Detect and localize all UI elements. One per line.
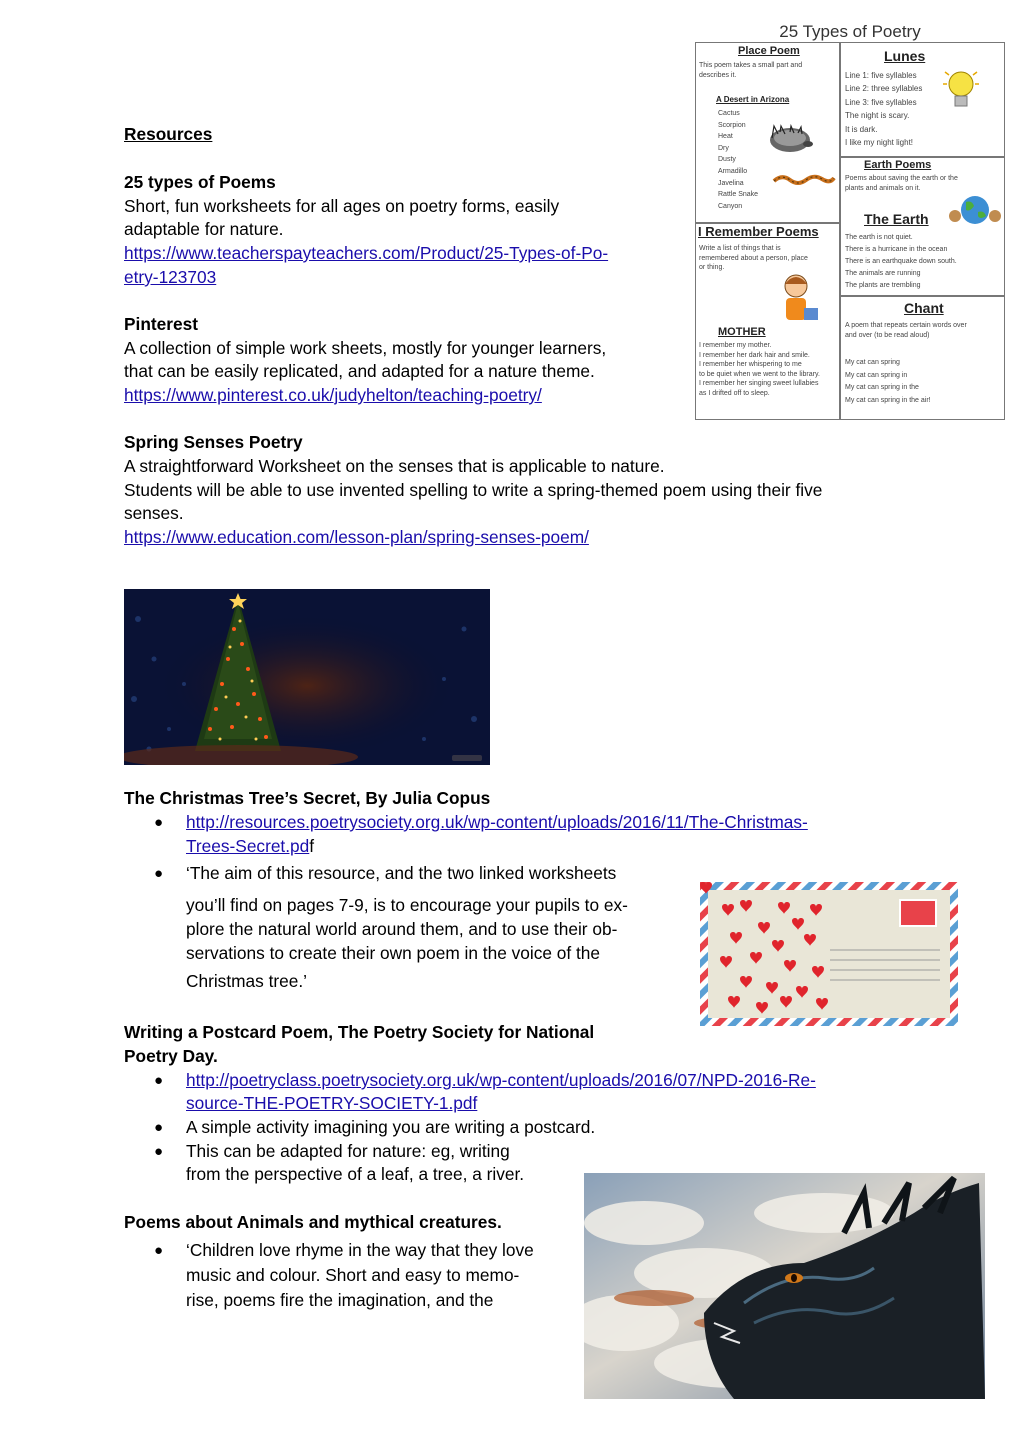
worksheet-heading: Lunes (884, 48, 926, 64)
link-npd-pdf-cont[interactable]: source-THE-POETRY-SOCIETY-1.pdf (186, 1093, 478, 1113)
worksheet-text: My cat can spring My cat can spring in My cat can spring in the My cat can spring in the air! (845, 359, 931, 404)
section-text: A straightforward Worksheet on the senses that is applicable to nature. (124, 456, 665, 476)
bullet-icon: ● (154, 1072, 164, 1089)
stray-letter: f (309, 836, 315, 856)
quote-text: music and colour. Short and easy to memo- (186, 1265, 520, 1285)
section-title-spring: Spring Senses Poetry (124, 432, 303, 452)
bullet-icon: ● (154, 1242, 164, 1259)
snake-icon (772, 172, 836, 186)
quote-text: servations to create their own poem in the voice of the (186, 943, 601, 963)
lightbulb-icon (942, 66, 980, 116)
section-text: adaptable for nature. (124, 219, 284, 239)
bullet-text: A simple activity imagining you are writing a postcard. (186, 1117, 596, 1137)
link-teacherspayteachers-cont[interactable]: etry-123703 (124, 267, 217, 287)
section-text: senses. (124, 503, 184, 523)
worksheet-text: Poems about saving the earth or the plants and animals on it. (845, 175, 958, 192)
section-text: Short, fun worksheets for all ages on poetry forms, easily (124, 196, 560, 216)
section-title-pinterest: Pinterest (124, 314, 198, 334)
worksheet-heading: Place Poem (738, 45, 800, 57)
worksheet-heading: A Desert in Arizona (716, 95, 790, 104)
section-title-christmas: The Christmas Tree’s Secret, By Julia Copus (124, 788, 491, 808)
worksheet-text: Cactus Scorpion Heat Dry Dusty Armadillo Javelina Rattle Snake Canyon (718, 110, 759, 210)
quote-text: Christmas tree.’ (186, 971, 307, 991)
poetry-types-worksheet-image (694, 10, 1006, 420)
section-title-25-types: 25 types of Poems (124, 172, 276, 192)
bullet-icon: ● (154, 865, 164, 882)
worksheet-title: 25 Types of Poetry (779, 22, 921, 41)
armadillo-icon (766, 120, 816, 156)
bullet-icon: ● (154, 1119, 164, 1136)
worksheet-heading: I Remember Poems (698, 224, 819, 239)
section-title-animals: Poems about Animals and mythical creatures. (124, 1212, 502, 1232)
section-text: that can be easily replicated, and adapted for a nature theme. (124, 361, 595, 381)
link-education[interactable]: https://www.education.com/lesson-plan/spring-senses-poem/ (124, 527, 589, 547)
quote-text: plore the natural world around them, and to use their ob- (186, 919, 618, 939)
christmas-tree-image (124, 589, 490, 765)
section-text: Students will be able to use invented spelling to write a spring-themed poem using their five (124, 480, 823, 500)
section-text: A collection of simple work sheets, mostly for younger learners, (124, 338, 607, 358)
worksheet-heading: The Earth (864, 211, 929, 227)
worksheet-heading: MOTHER (718, 326, 766, 338)
worksheet-divider (840, 156, 1004, 158)
worksheet-text: The earth is not quiet. There is a hurricane in the ocean There is an earthquake down south. The animals are running The plants are trembling (845, 234, 957, 289)
worksheet-text: This poem takes a small part and describes it. (699, 62, 803, 79)
page-heading: Resources (124, 124, 213, 144)
dragon-painting-image (584, 1173, 985, 1399)
quote-text: rise, poems fire the imagination, and the (186, 1290, 494, 1310)
section-title-postcard-cont: Poetry Day. (124, 1046, 218, 1066)
worksheet-heading: Earth Poems (864, 159, 932, 171)
worksheet-text: Line 1: five syllables Line 2: three syllables Line 3: five syllables The night is scary. It is dark. I like my night light! (845, 71, 923, 148)
section-title-postcard: Writing a Postcard Poem, The Poetry Society for National (124, 1022, 595, 1042)
child-reading-icon (774, 272, 824, 332)
worksheet-heading: Chant (904, 300, 944, 316)
quote-text: ‘The aim of this resource, and the two linked worksheets (186, 863, 617, 883)
envelope-image (700, 882, 958, 1026)
link-pinterest[interactable]: https://www.pinterest.co.uk/judyhelton/teaching-poetry/ (124, 385, 542, 405)
bullet-icon: ● (154, 1143, 164, 1160)
worksheet-text: I remember my mother. I remember her dark hair and smile. I remember her whispering to me to be quiet when we went to the library. I remember her singing sweet lullabies as I drifted off to sleep. (699, 342, 820, 397)
worksheet-text: A poem that repeats certain words over and over (to be read aloud) (845, 322, 967, 339)
quote-text: ‘Children love rhyme in the way that they love (186, 1240, 534, 1260)
bullet-text: from the perspective of a leaf, a tree, a river. (186, 1164, 525, 1184)
bullet-icon: ● (154, 814, 164, 831)
link-christmas-tree-pdf[interactable]: http://resources.poetrysociety.org.uk/wp-content/uploads/2016/11/The-Christmas- (186, 812, 808, 832)
quote-text: you’ll find on pages 7-9, is to encourage your pupils to ex- (186, 895, 628, 915)
worksheet-text: Write a list of things that is remembered about a person, place or thing. (699, 245, 808, 271)
worksheet-divider (840, 295, 1004, 297)
globe-icon (948, 190, 1002, 230)
link-christmas-tree-pdf-cont[interactable]: Trees-Secret.pd (186, 836, 310, 856)
link-teacherspayteachers[interactable]: https://www.teacherspayteachers.com/Product/25-Types-of-Po- (124, 243, 609, 263)
worksheet-divider (839, 42, 841, 420)
bullet-text: This can be adapted for nature: eg, writing (186, 1141, 510, 1161)
link-npd-pdf[interactable]: http://poetryclass.poetrysociety.org.uk/wp-content/uploads/2016/07/NPD-2016-Re- (186, 1070, 816, 1090)
